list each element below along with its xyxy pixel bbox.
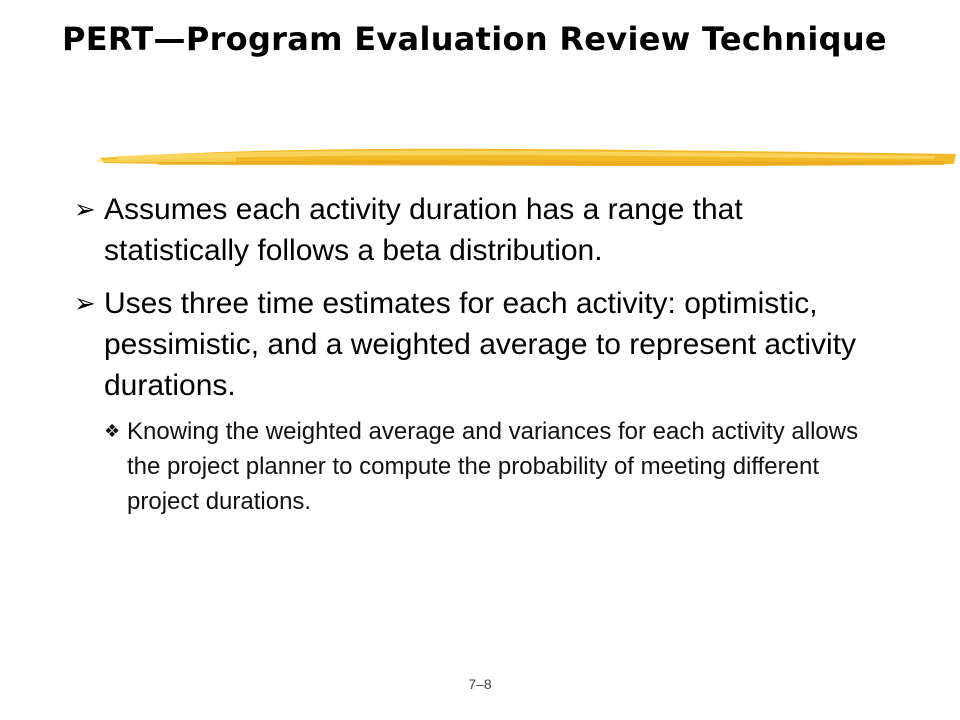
arrow-bullet-icon: ➢: [74, 194, 96, 224]
slide-number: 7–8: [468, 676, 492, 692]
diamond-bullet-icon: ❖: [104, 421, 121, 441]
bullet-text: Assumes each activity duration has a range that statistically follows a beta distribution.: [104, 193, 743, 267]
title-underline-brushstroke: [96, 136, 960, 178]
sub-bullet-list: [104, 414, 894, 519]
slide-title: PERT—Program Evaluation Review Technique: [62, 20, 887, 58]
bullet-three-time-estimates: [74, 283, 894, 519]
bullet-list: [74, 189, 894, 531]
sub-bullet-text: Knowing the weighted average and variances for each activity allows the project planner to compute the probability of meeting different project durations.: [127, 418, 859, 515]
bullet-beta-distribution: [74, 189, 894, 271]
arrow-bullet-icon: ➢: [74, 288, 96, 318]
sub-bullet-probability: [104, 414, 894, 519]
bullet-text: Uses three time estimates for each activity: optimistic, pessimistic, and a weighted average to represent activity durations.: [104, 287, 857, 402]
